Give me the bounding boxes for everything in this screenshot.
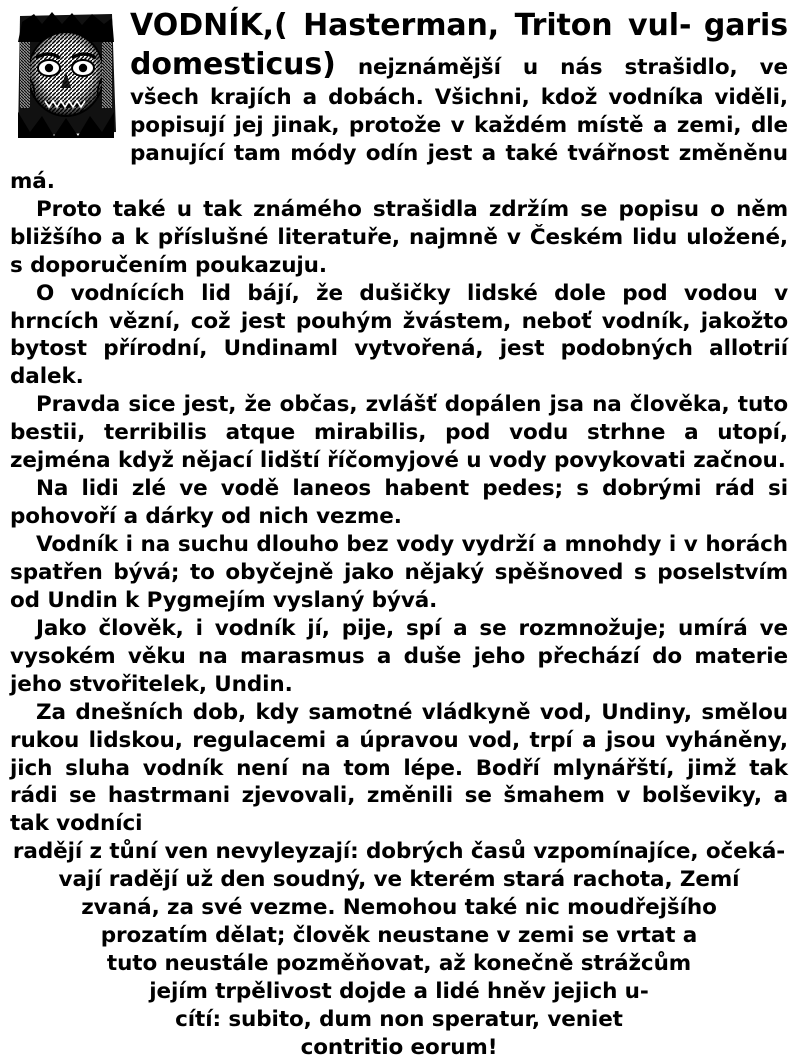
paragraph-5: Na lidi zlé ve vodě laneos habent pedes; s dobrými rád si pohovoří a dárky od nich vezme. (10, 476, 788, 530)
tail-line-2: vají radějí už den soudný, ve kterém stará rachota, Zemí (58, 867, 740, 893)
tail-line-1: radějí z tůní ven nevyleyzají: dobrých časů vzpomínajíce, očeká- (12, 839, 786, 865)
tail-line-5: tuto neustále pozměňovat, až konečně strážcům (106, 951, 692, 977)
tail-line-8: contritio eorum! (300, 1034, 498, 1060)
water-goblin-illustration (12, 12, 120, 140)
tail-line-6: jejím trpělivost dojde a lidé hněv jejich u- (149, 979, 649, 1004)
paragraph-6: Vodník i na suchu dlouho bez vody vydrží a mnohdy i v horách spatřen bývá; to obyčejně jako nějaký spěšnoved s poselstvím od Undin k Pygmejím vyslaný bývá. (10, 532, 788, 613)
headword: VODNÍK, (130, 8, 275, 43)
tail-line-7: cítí: subito, dum non speratur, veniet (175, 1006, 623, 1032)
article-body (10, 6, 788, 1062)
paragraph-2: Proto také u tak známého strašidla zdržím se popisu o něm bližšího a k příslušné literatuře, najmně v Českém lidu uložené, s doporučením poukazuju. (10, 196, 788, 278)
latin-name-line1: ( Hasterman, Triton vul- (274, 8, 692, 43)
paragraph-4: Pravda sice jest, že občas, zvlášť dopálen jsa na člověka, tuto bestii, terribilis atque mirabilis, pod vodu strhne a utopí, zejména když nějací lidští říčomyjové u vody povykovati začnou. (10, 392, 788, 474)
lead-paragraph (10, 6, 788, 196)
lead-paragraph-text: nejznámější u nás strašidlo, ve všech krajích a dobách. Všichni, kdož vodníka viděli, popisují jej jinak, protože v každém místě a zemi, dle panující tam módy odín jest a také tvářnost změněnu má. (10, 55, 789, 194)
paragraph-3: O vodnících lid bájí, že dušičky lidské dole pod vodou v hrncích vězní, což jest pouhým žvástem, neboť vodník, jakožto bytost přírodní, Undinaml vytvořená, jest podobných allotrií dalek. (10, 280, 788, 390)
paragraph-8-intro: Za dnešních dob, kdy samotné vládkyně vod, Undiny, smělou rukou lidskou, regulacemi a úpravou vod, trpí a jsou vyháněny, jich sluha vodník není na tom lépe. Bodří mlynářští, jimž tak rádi se hastrmani zjevovali, změnili se šmahem v bolševiky, a tak vodníci (10, 699, 788, 837)
woodcut-face-icon (12, 12, 120, 140)
tail-line-4: prozatím dělat; člověk neustane v zemi se vrtat a (100, 923, 698, 949)
latin-name-line2: garis domesticus) (130, 8, 788, 82)
paragraph-7: Jako člověk, i vodník jí, pije, spí a se rozmnožuje; umírá ve vysokém věku na marasmus a duše jeho přechází do materie jeho stvořitelek, Undin. (10, 615, 788, 697)
funnel-tail-block (10, 838, 788, 1062)
tail-line-3: zvaná, za své vezme. Nemohou také nic moudřejšího (81, 895, 717, 921)
